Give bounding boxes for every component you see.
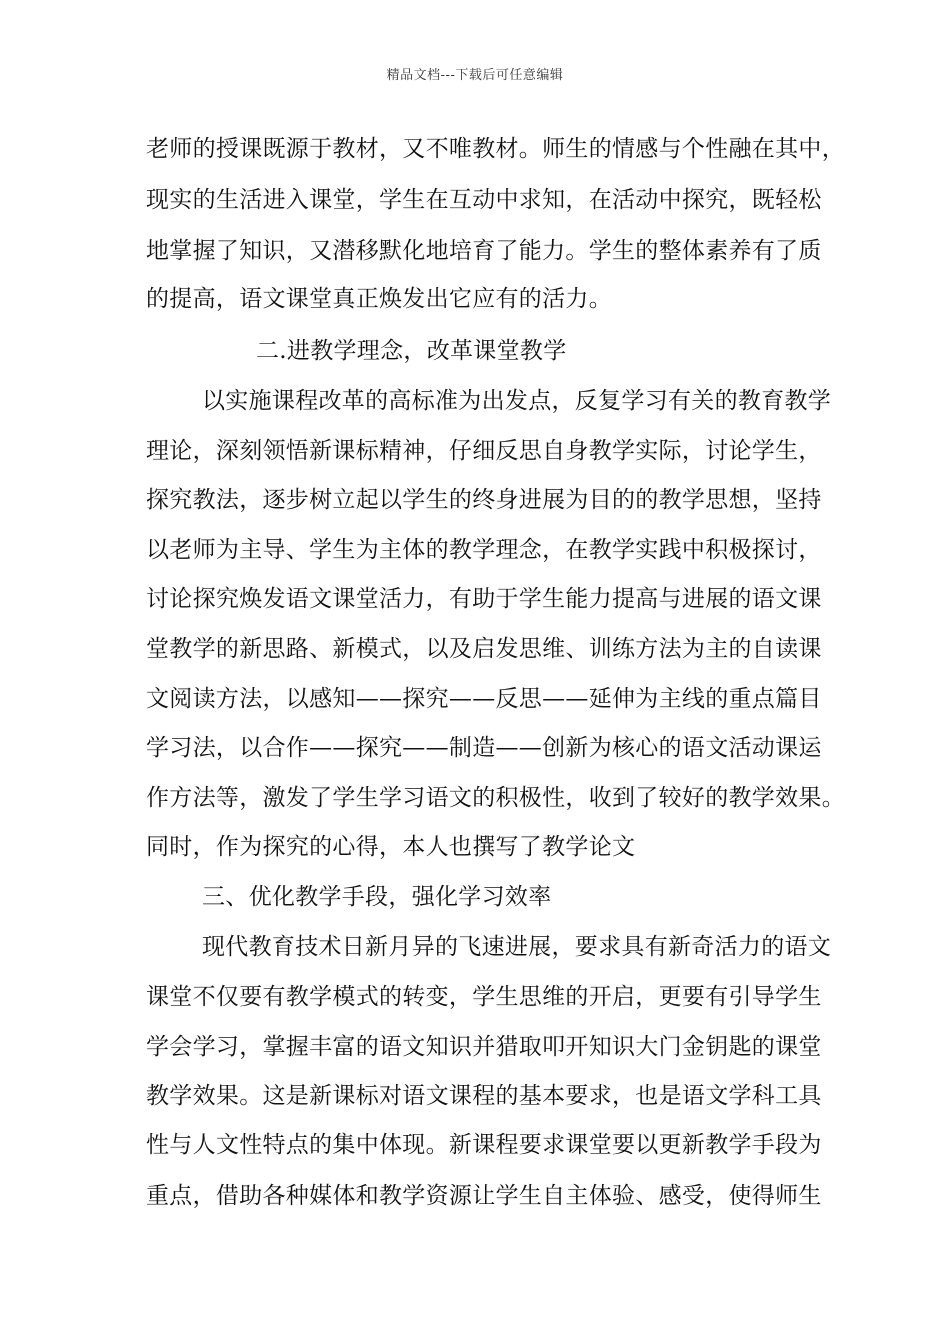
text-line: 理论，深刻领悟新课标精神，仔细反思自身教学实际，讨论学生， (146, 438, 822, 464)
text-line: 讨论探究焕发语文课堂活力，有助于学生能力提高与进展的语文课 (146, 586, 822, 612)
text-line: 堂教学的新思路、新模式，以及启发思维、训练方法为主的自读课 (146, 636, 822, 662)
text-line: 教学效果。这是新课标对语文课程的基本要求，也是语文学科工具 (146, 1083, 822, 1109)
text-line: 同时，作为探究的心得，本人也撰写了教学论文 (146, 834, 636, 860)
text-line: 性与人文性特点的集中体现。新课程要求课堂要以更新教学手段为 (146, 1132, 822, 1158)
text-line: 以实施课程改革的高标准为出发点，反复学习有关的教育教学 (202, 388, 832, 414)
text-line: 现代教育技术日新月异的飞速进展，要求具有新奇活力的语文 (202, 934, 832, 960)
text-line: 地掌握了知识，又潜移默化地培育了能力。学生的整体素养有了质 (146, 238, 822, 264)
text-line: 探究教法，逐步树立起以学生的终身进展为目的的教学思想，坚持 (146, 487, 822, 513)
text-line: 老师的授课既源于教材，又不唯教材。师生的情感与个性融在其中， (146, 136, 845, 162)
section-heading: 三、优化教学手段，强化学习效率 (202, 884, 552, 910)
text-line: 文阅读方法，以感知——探究——反思——延伸为主线的重点篇目 (146, 686, 822, 712)
text-line: 学会学习，掌握丰富的语文知识并猎取叩开知识大门金钥匙的课堂 (146, 1034, 822, 1060)
text-line: 学习法，以合作——探究——制造——创新为核心的语文活动课运 (146, 735, 822, 761)
text-line: 作方法等，激发了学生学习语文的积极性，收到了较好的教学效果。 (146, 785, 845, 811)
section-heading: 二.进教学理念，改革课堂教学 (256, 338, 567, 364)
text-line: 重点，借助各种媒体和教学资源让学生自主体验、感受，使得师生 (146, 1183, 822, 1209)
text-line: 课堂不仅要有教学模式的转变，学生思维的开启，更要有引导学生 (146, 984, 822, 1010)
text-line: 以老师为主导、学生为主体的教学理念，在教学实践中积极探讨， (146, 537, 822, 563)
text-line: 现实的生活进入课堂，学生在互动中求知，在活动中探究，既轻松 (146, 187, 822, 213)
page-header: 精品文档---下载后可任意编辑 (386, 68, 564, 83)
text-line: 的提高，语文课堂真正焕发出它应有的活力。 (146, 286, 612, 312)
